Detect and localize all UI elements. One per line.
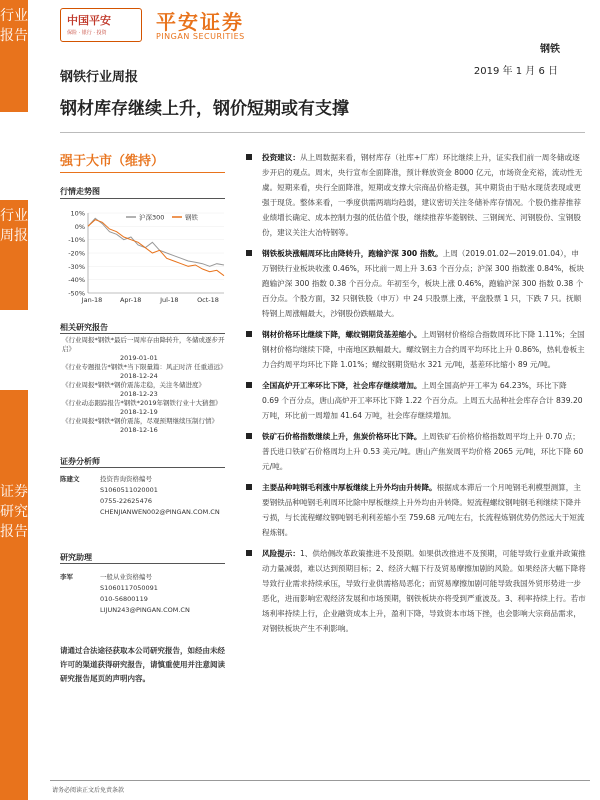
sector-label: 钢铁 [540,44,560,55]
page-header [60,6,580,55]
bullet-title: 全国高炉开工率环比下降，社会库存继续增加。 [262,381,422,390]
assistant-email[interactable]: LIJUN243@PINGAN.COM.CN [100,606,190,614]
bullet-text: 1、供给侧改革政策推进不及预期。如果供改推进不及预期，可能导致行业重并政策推动力量减弱，难以达到预期目标；2、经济大幅下行及贸易摩擦加剧的风险。如果经济大幅下降将导致行业需求持续承压，导致行业供需格局恶化；而贸易摩擦加剧可能导致我国外贸形势进一步恶化，进而影响宏观经济发展和市场预期，钢铁板块亦将受到严重波及。3、利率持续上行。若市场利率持续上行，企业融资成本上升，盈利下降，导致资本市场下挫，也会影响大宗商品需求，对钢铁板块产生不利影响。 [262,549,586,633]
logo-text: 中国平安 [67,14,111,27]
summary-bullet [246,546,586,636]
y-tick-label: -40% [68,276,85,285]
related-report-title: 《行业周报*钢铁*最后一周库存由降转升，冬储或逐步开启》 [62,336,225,353]
bullet-text: 上周钢材价格综合指数周环比下降 1.11%；全国钢材价格均继续下降，中南地区跌幅最大。螺纹钢主力合约周平均环比上升 0.86%，热轧卷板主力合约周平均环比下降 1.01%；螺纹钢期货贴水 321 元/吨，基差环比缩小 89 元/吨。 [262,330,585,369]
logo-tagline: 保险 · 银行 · 投资 [67,30,107,36]
related-report-item[interactable] [62,381,227,399]
sidebar-label: 行业周报 [0,208,28,244]
x-tick-label: Apr-18 [119,296,142,304]
sidebar-label: 证券研究报告 [0,484,28,540]
y-tick-label: -30% [68,262,85,271]
y-tick-label: -10% [68,236,85,245]
related-report-item[interactable] [62,417,227,435]
bullet-text: 上周（2019.01.02—2019.01.04），申万钢铁行业板块收涨 0.46%，环比前一周上升 3.63 个百分点；沪深 300 指数涨 0.84%，板块跑输沪深 300 指数 0.38 个百分点。年初至今，板块上涨 0.46%，跑输沪深 300 指数 0.38 个百分点。个股方面，32 只钢铁股（申万）中 24 只股票上涨，平盘股票 1 只，下跌 7 只。抚顺特钢上周涨幅最大，沙钢股份跌幅最大。 [262,249,584,318]
related-report-item[interactable] [62,399,227,417]
divider [60,563,225,564]
brand-name: 平安证券 [156,10,244,34]
chart-section-title: 行情走势图 [60,187,100,196]
divider [60,198,225,199]
summary-bullet [246,429,586,474]
related-report-item[interactable] [62,363,227,381]
divider [50,780,590,781]
x-tick-label: Oct-18 [197,296,219,304]
market-trend-chart [58,205,230,315]
bullet-title: 钢材价格环比继续下降，螺纹钢期货基差缩小。 [262,330,422,339]
rating-label: 强于大市（维持） [60,154,165,169]
related-report-date: 2018-12-16 [120,426,158,434]
summary-bullet [246,150,586,240]
summary-bullets [246,150,586,642]
related-report-title: 《行业动态跟踪报告*钢铁*2019年钢铁行业十大猜想》 [62,399,222,407]
related-section-title: 相关研究报告 [60,323,108,332]
y-tick-label: 10% [70,209,85,218]
y-tick-label: -20% [68,249,85,258]
divider [60,132,585,133]
bullet-title: 钢铁板块涨幅周环比由降转升，跑输沪深 300 指数。 [262,249,443,258]
sidebar-tab-weekly [0,200,28,310]
brand-name-en: PINGAN SECURITIES [156,32,245,41]
related-reports-list [62,336,227,435]
x-tick-label: Jul-18 [160,296,179,304]
analyst-section-title: 证券分析师 [60,457,100,466]
disclaimer: 请通过合法途径获取本公司研究报告，如经由未经许可的渠道获得研究报告，请慎重使用并注意阅读研究报告尾页的声明内容。 [60,646,225,683]
series-line-1 [88,220,224,276]
analyst-license-id: S1060511020001 [100,486,158,494]
x-tick-label: Jan-18 [81,296,103,304]
summary-bullet [246,246,586,321]
bullet-text: 上周铁矿石价格价格指数周平均上升 0.70 点；普氏进口铁矿石价格周均上升 0.53 美元/吨。唐山产焦炭周平均价格 2065 元/吨，环比下降 60 元/吨。 [262,432,584,471]
analyst-qualification: 投资咨询资格编号 [100,475,152,483]
legend-label: 钢铁 [185,213,198,222]
y-tick-label: -50% [68,289,85,298]
analyst-phone: 0755-22625476 [100,497,152,505]
assistant-name: 李军 [60,573,73,581]
divider [60,467,225,468]
assistant-qualification: 一般从业资格编号 [100,573,152,581]
report-type: 钢铁行业周报 [60,70,139,85]
sidebar-label: 行业报告 [0,8,28,44]
footer-note: 请务必阅读正文后免责条款 [52,787,125,794]
analyst-name: 陈建文 [60,475,80,483]
y-tick-label: 0% [74,222,85,231]
related-report-date: 2018-12-23 [120,390,158,398]
summary-bullet [246,378,586,423]
sidebar-tab-research [0,390,28,800]
related-report-date: 2018-12-24 [120,372,158,380]
series-line-0 [88,218,224,266]
bullet-text: 上周全国高炉开工率为 64.23%，环比下降 0.69 个百分点，唐山高炉开工率环比下降 1.22 个百分点。上周五大品种社会库存合计 839.20 万吨，环比前一周增加 41.64 万吨，社会库存继续增加。 [262,381,583,420]
divider [60,172,225,173]
related-report-title: 《行业周报*钢铁*钢价震荡，尽观预期继续压制行情》 [62,417,218,425]
summary-bullet [246,327,586,372]
analyst-email[interactable]: CHENJIANWEN002@PINGAN.COM.CN [100,508,220,516]
related-report-title: 《行业周报*钢铁*钢价震荡走稳，关注冬储进度》 [62,381,205,389]
divider [60,333,225,334]
assistant-license-id: S1060117050091 [100,584,158,592]
legend-label: 沪深300 [139,213,165,222]
assistant-section-title: 研究助理 [60,553,92,562]
bullet-title: 铁矿石价格指数继续上升，焦炭价格环比下降。 [262,432,422,441]
assistant-phone: 010-56800119 [100,595,148,603]
sidebar-tab-industry-report [0,0,28,112]
bullet-text: 根据成本滞后一个月吨钢毛利模型测算，主要钢铁品种吨钢毛利周环比除中厚板继续上升外均由升转降。短流程螺纹钢吨钢毛利继续下降并亏损，与长流程螺纹钢吨钢毛利利差缩小至 759.68 元/吨左右，长流程炼钢优势仍然远大于短流程炼钢。 [262,483,585,537]
bullet-title: 风险提示： [262,549,300,558]
related-report-title: 《行业专题报告*钢铁*当下限量篇：风正时济 任重道远》 [62,363,227,371]
bullet-title: 主要品种吨钢毛利涨中厚板继续上升外均由升转降。 [262,483,437,492]
related-report-date: 2019-01-01 [120,354,158,362]
related-report-item[interactable] [62,336,227,363]
pingan-logo [60,8,142,42]
summary-bullet [246,480,586,540]
bullet-title: 投资建议： [262,153,300,162]
report-date: 2019 年 1 月 6 日 [473,66,558,77]
related-report-date: 2018-12-19 [120,408,158,416]
page-title: 钢材库存继续上升，钢价短期或有支撑 [60,99,349,119]
bullet-text: 从上周数据来看，钢材库存（社库+厂库）环比继续上升，证实我们前一周冬储或逐步开启的观点。周末，央行宣布全面降准，预计释放资金 8000 亿元，市场资金充裕，流动性无虞。短期来看，央行全面降准，短期或支撑大宗商品价格走强，其中期货由于贴水现货表现或更强于现货。整体来看，一季度供需两端均趋弱，建议密切关注冬储补库存情况。个股仍推荐推荐业绩增长确定、成本控制力强的低估值个股，继续推荐华菱钢铁、三钢闽光、河钢股份、宝钢股份，建议关注大冶特钢等。 [262,153,583,237]
